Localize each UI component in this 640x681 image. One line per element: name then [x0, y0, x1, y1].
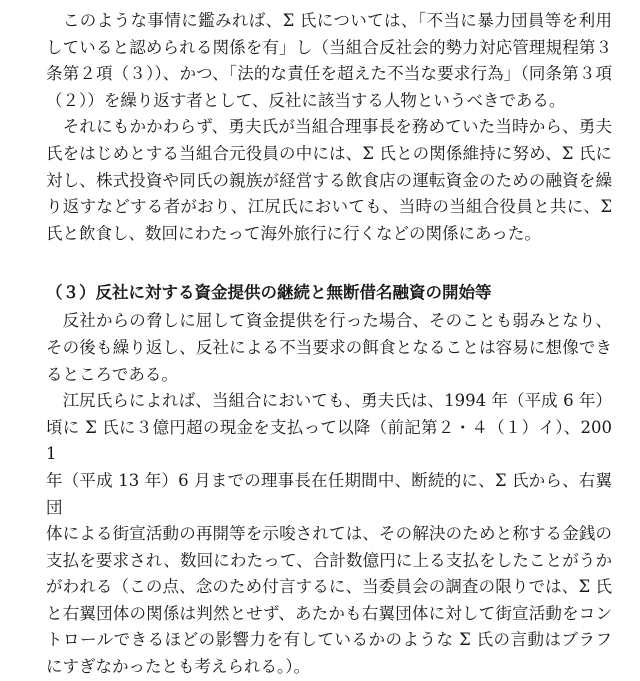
- text-line: していると認められる関係を有」し（当組合反社会的勢力対応管理規程第３: [46, 37, 612, 57]
- paragraph-4: [46, 388, 612, 681]
- document-body: [46, 8, 612, 681]
- spacer: [46, 247, 612, 278]
- text-line: （２））を繰り返す者として、反社に該当する人物というべきである。: [46, 90, 566, 110]
- text-line: 江尻氏らによれば、当組合においても、勇夫氏は、1994 年（平成 6 年）: [46, 391, 612, 411]
- text-line: るところである。: [46, 364, 178, 384]
- text-line: このような事情に鑑みれば、Σ 氏については、「不当に暴力団員等を利用: [46, 11, 612, 30]
- text-line: 氏をはじめとする当組合元役員の中には、Σ 氏との関係維持に努め、Σ 氏に: [46, 143, 612, 163]
- text-line: 体による街宣活動の再開等を示唆されては、その解決のためと称する金銭の: [46, 524, 612, 544]
- text-line: 反社からの脅しに屈して資金提供を行った場合、そのことも弱みとなり、: [46, 311, 612, 331]
- text-line: 氏と飲食し、数回にわたって海外旅行に行くなどの関係にあった。: [46, 223, 541, 243]
- text-line: と右翼団体の関係は判然とせず、あたかも右翼団体に対して街宣活動をコン: [46, 603, 612, 623]
- text-line: 年（平成 13 年）6 月までの理事長在任期間中、断続的に、Σ 氏から、右翼団: [46, 470, 612, 517]
- text-line: 頃に Σ 氏に３億円超の現金を支払って以降（前記第２・４（１）イ）、2001: [46, 417, 612, 464]
- text-line: その後も繰り返し、反社による不当要求の餌食となることは容易に想像でき: [46, 337, 612, 357]
- text-line: トロールできるほどの影響力を有しているかのような Σ 氏の言動はブラフ: [46, 630, 612, 650]
- paragraph-3: [46, 308, 612, 388]
- section-heading: （３）反社に対する資金提供の継続と無断借名融資の開始等: [46, 283, 492, 303]
- text-line: それにもかかわらず、勇夫氏が当組合理事長を務めていた当時から、勇夫: [46, 117, 612, 137]
- paragraph-2: [46, 114, 612, 247]
- paragraph-1: [46, 8, 612, 114]
- text-line: にすぎなかったとも考えられる。）。: [46, 657, 310, 677]
- text-line: り返すなどする者がおり、江尻氏においても、当時の当組合役員と共に、Σ: [46, 197, 612, 217]
- text-line: 条第２項（３））、かつ、「法的な責任を超えた不当な要求行為」（同条第３項: [46, 64, 612, 84]
- text-line: 対し、株式投資や同氏の親族が経営する飲食店の運転資金のための融資を繰: [46, 170, 612, 190]
- text-line: 支払を要求され、数回にわたって、合計数億円に上る支払をしたことがうか: [46, 550, 612, 570]
- text-line: がわれる（この点、念のため付言するに、当委員会の調査の限りでは、Σ 氏: [46, 577, 612, 597]
